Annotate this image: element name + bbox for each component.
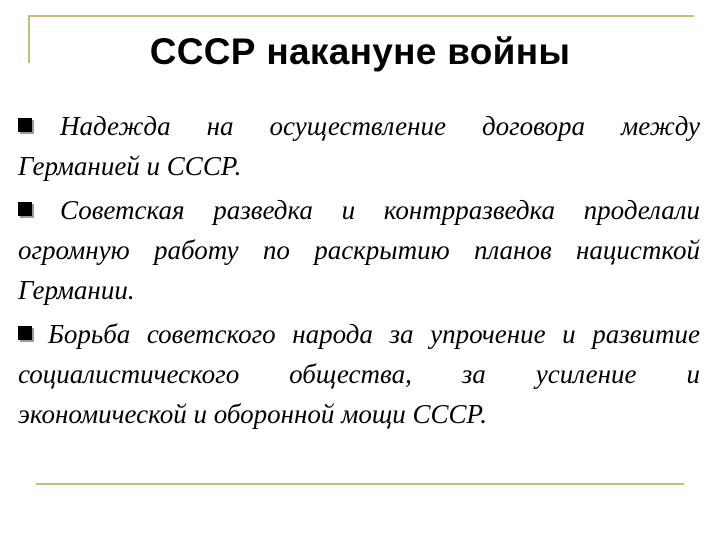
bullet-text-1: Надежда на осуществление договора между Германией и СССР. bbox=[18, 111, 700, 181]
bullet-item-1 bbox=[18, 106, 700, 186]
bullet-text-2: Советская разведка и контрразведка проделали огромную работу по раскрытию планов нацисткой Германии. bbox=[18, 195, 700, 305]
bullet-item-3 bbox=[18, 314, 700, 434]
slide-title: СССР накануне войны bbox=[149, 31, 571, 72]
square-bullet-icon bbox=[18, 202, 32, 216]
bullet-item-2 bbox=[18, 190, 700, 310]
bottom-decorative-rule bbox=[36, 483, 684, 485]
bullet-list bbox=[18, 106, 700, 438]
bullet-text-3: Борьба советского народа за упрочение и развитие социалистического общества, за усиление и экономической и оборонной мощи СССР. bbox=[18, 319, 700, 429]
square-bullet-icon bbox=[18, 118, 32, 132]
square-bullet-icon bbox=[18, 326, 32, 340]
top-decorative-rule bbox=[28, 15, 694, 17]
